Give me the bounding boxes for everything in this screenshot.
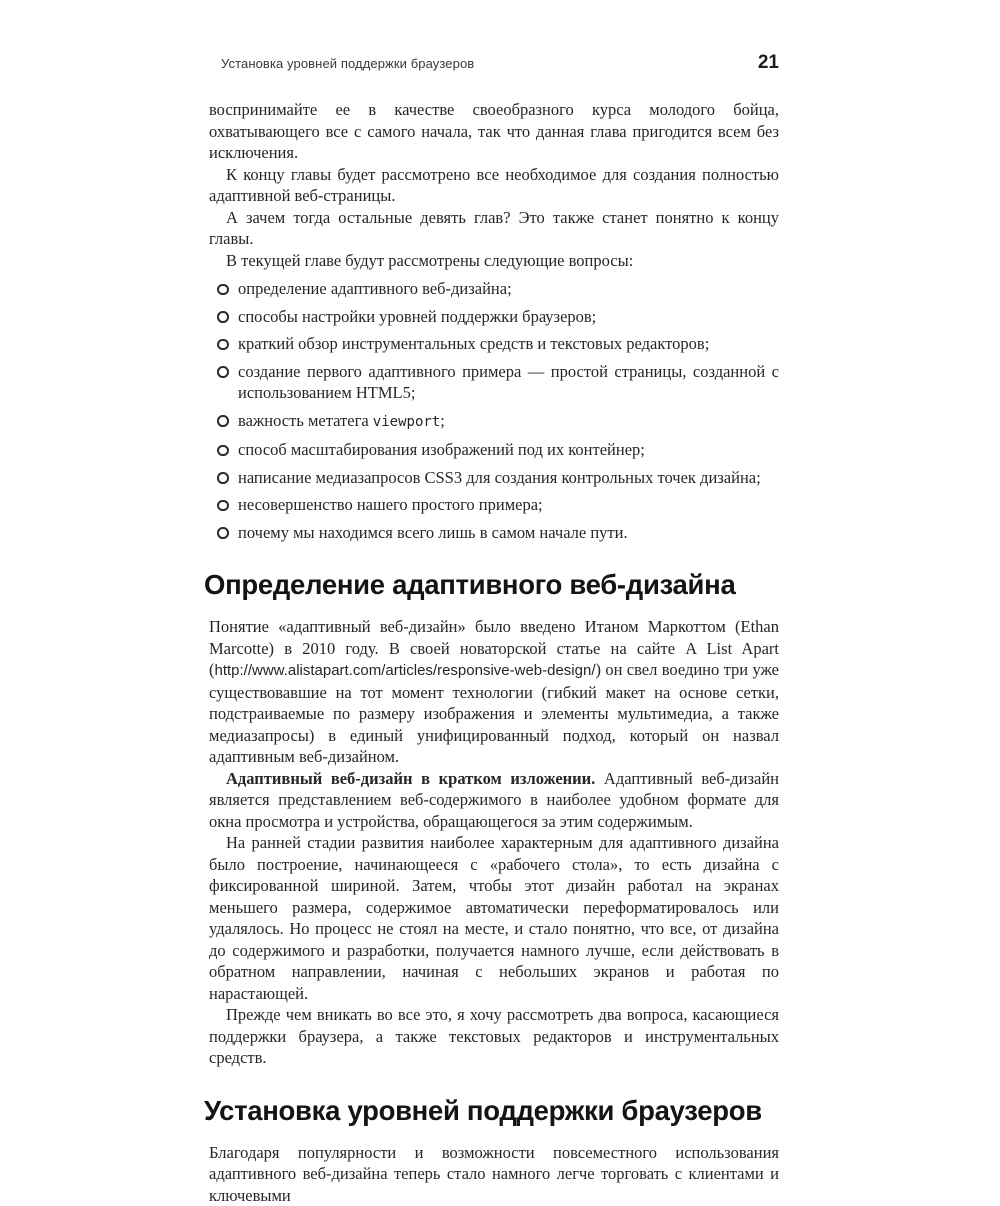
list-item [209,333,779,355]
paragraph-text: Понятие «адаптивный веб-дизайн» было введено Итаном Маркоттом (Ethan Marcotte) в 2010 году. В своей новаторской статье на сайте A List Apart ( [209,617,779,679]
circle-bullet-icon [217,366,229,378]
paragraph-browser-support-1: Благодаря популярности и возможности повсеместного использования адаптивного веб-дизайна теперь стало намного легче торговать с клиентами и ключевыми [209,1142,779,1206]
list-item [209,361,779,404]
circle-bullet-icon [217,284,229,296]
inline-code: viewport [373,414,440,430]
circle-bullet-icon [217,339,229,351]
chapter-topics-list [209,278,779,543]
page-body [209,99,779,1206]
list-item-text: несовершенство нашего простого примера; [238,495,543,514]
paragraph-definition-1 [209,616,779,768]
list-item-text: способ масштабирования изображений под их контейнер; [238,440,645,459]
paragraph-definition-2 [209,768,779,833]
page-number: 21 [758,52,779,74]
list-item [209,522,779,544]
list-item [209,410,779,434]
list-item [209,278,779,300]
circle-bullet-icon [217,527,229,539]
list-item-text: почему мы находимся всего лишь в самом начале пути. [238,523,628,542]
paragraph-text: Адаптивный веб-дизайн является представлением веб-содержимого в наиболее удобном формате для окна просмотра и устройства, обращающегося за этим содержимым. [209,769,779,831]
book-page [209,52,779,1206]
paragraph-intro-2: К концу главы будет рассмотрено все необходимое для создания полностью адаптивной веб-страницы. [209,164,779,207]
list-item [209,306,779,328]
section-heading-browser-support: Установка уровней поддержки браузеров [204,1096,779,1126]
list-item-text: ; [440,411,445,430]
list-item-text: способы настройки уровней поддержки браузеров; [238,307,596,326]
list-item-text: определение адаптивного веб-дизайна; [238,279,512,298]
list-item-text: написание медиазапросов CSS3 для создания контрольных точек дизайна; [238,468,761,487]
list-item-text: создание первого адаптивного примера — простой страницы, созданной с использованием HTML5; [238,362,779,403]
page-header [209,52,779,74]
section-heading-definition: Определение адаптивного веб-дизайна [204,570,779,600]
circle-bullet-icon [217,445,229,457]
circle-bullet-icon [217,472,229,484]
list-item-text: важность метатега [238,411,373,430]
list-item [209,467,779,489]
list-item [209,494,779,516]
paragraph-text: ) он свел воедино три уже существовавшие на тот момент технологии (гибкий макет на основе сетки, подстраиваемые по размеру изображения и элементы мультимедиа, а также медиазапросы) в единый унифицированный подход, который он назвал адаптивным веб-дизайном. [209,660,779,766]
circle-bullet-icon [217,500,229,512]
article-url-text: http://www.alistapart.com/articles/responsive-web-design/ [215,662,596,679]
paragraph-intro-1: воспринимайте ее в качестве своеобразного курса молодого бойца, охватывающего все с самого начала, так что данная глава пригодится всем без исключения. [209,99,779,164]
running-head: Установка уровней поддержки браузеров [221,56,474,71]
paragraph-intro-4: В текущей главе будут рассмотрены следующие вопросы: [209,250,779,272]
paragraph-definition-4: Прежде чем вникать во все это, я хочу рассмотреть два вопроса, касающиеся поддержки браузера, а также текстовых редакторов и инструментальных средств. [209,1004,779,1069]
circle-bullet-icon [217,311,229,323]
list-item-text: краткий обзор инструментальных средств и текстовых редакторов; [238,334,709,353]
bold-lead-in: Адаптивный веб-дизайн в кратком изложении. [226,769,595,788]
circle-bullet-icon [217,415,229,427]
paragraph-definition-3: На ранней стадии развития наиболее характерным для адаптивного дизайна было построение, начинающееся с «рабочего стола», то есть дизайна с фиксированной шириной. Затем, чтобы этот дизайн работал на экранах меньшего размера, содержимое автоматически переформатировалось или удалялось. Но процесс не стоял на месте, и стало понятно, что все, от дизайна до содержимого и разработки, получается намного лучше, если действовать в обратном направлении, начиная с небольших экранов и работая по нарастающей. [209,832,779,1004]
list-item [209,439,779,461]
paragraph-intro-3: А зачем тогда остальные девять глав? Это также станет понятно к концу главы. [209,207,779,250]
